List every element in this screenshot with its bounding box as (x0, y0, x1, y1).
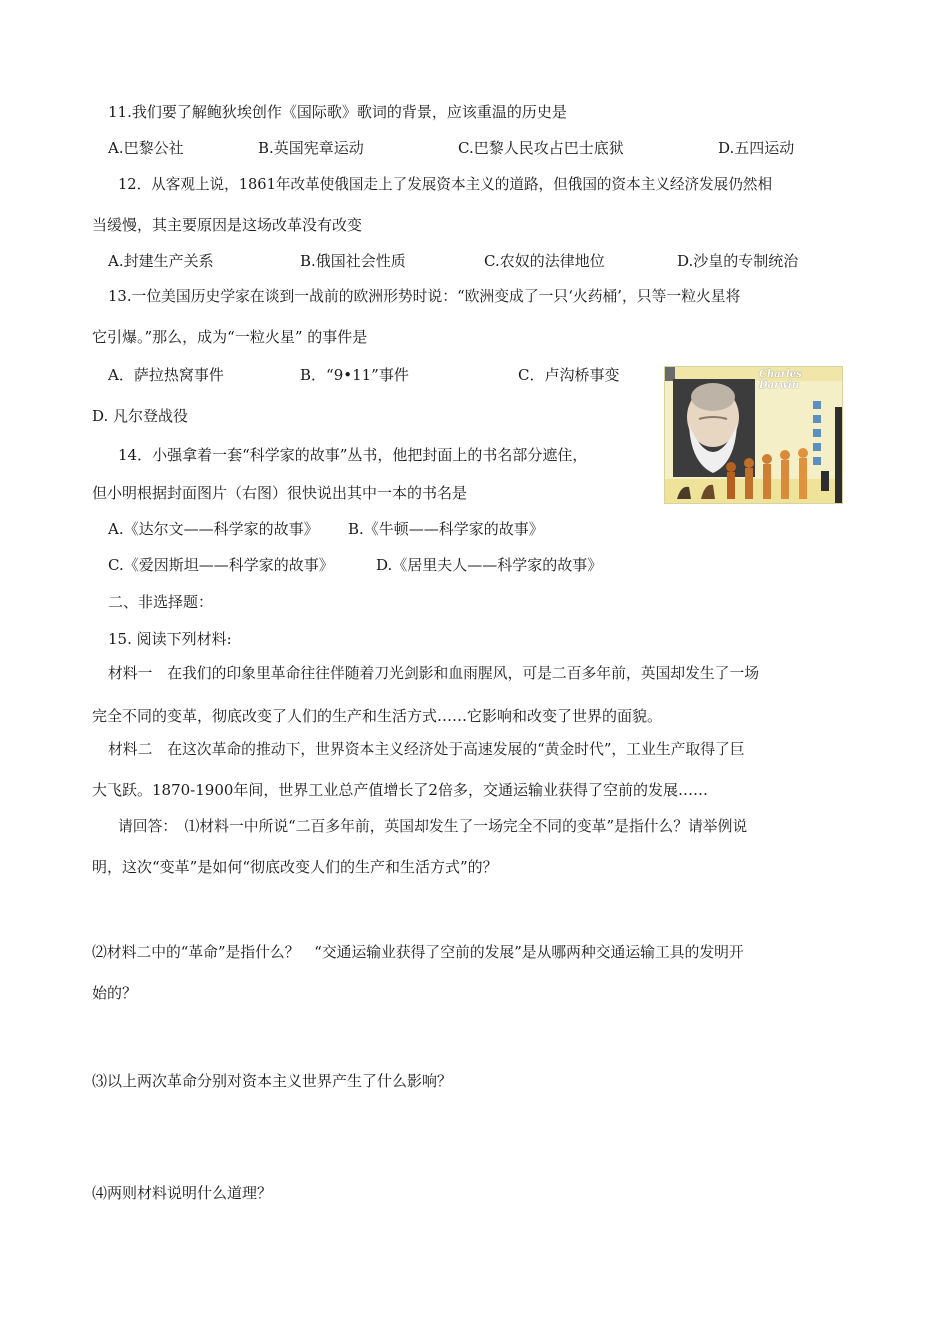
q15-question-4: ⑷两则材料说明什么道理？ (92, 1184, 273, 1202)
q14-stem-line2: 但小明根据封面图片（右图）很快说出其中一本的书名是 (92, 484, 468, 502)
q11-option-a: A.巴黎公社 (108, 139, 184, 157)
q15-material-2-line2: 大飞跃。1870-1900年间，世界工业总产值增长了2倍多，交通运输业获得了空前的发展…… (92, 781, 708, 799)
q12-option-a: A.封建生产关系 (108, 252, 214, 270)
q13-option-b: B．“9•11”事件 (300, 366, 409, 384)
q14-option-b: B.《牛顿——科学家的故事》 (348, 520, 544, 538)
cover-title-text: Charles Darwin (759, 369, 802, 391)
q14-option-a: A.《达尔文——科学家的故事》 (108, 520, 319, 538)
q14-option-d: D.《居里夫人——科学家的故事》 (376, 556, 603, 574)
q11-option-c: C.巴黎人民攻占巴士底狱 (458, 139, 624, 157)
q11-stem: 11.我们要了解鲍狄埃创作《国际歌》歌词的背景，应该重温的历史是 (108, 103, 567, 121)
q11-option-b: B.英国宪章运动 (258, 139, 364, 157)
q12-option-c: C.农奴的法律地位 (484, 252, 605, 270)
q15-question-2-line2: 始的？ (92, 984, 138, 1002)
q15-question-2-line1: ⑵材料二中的“革命”是指什么？ “交通运输业获得了空前的发展”是从哪两种交通运输工具的发明开 (92, 944, 744, 961)
q15-question-3: ⑶以上两次革命分别对资本主义世界产生了什么影响？ (92, 1072, 453, 1090)
q15-intro: 15. 阅读下列材料: (108, 630, 232, 648)
q13-option-d: D. 凡尔登战役 (92, 407, 189, 425)
q15-question-1-line2: 明，这次“变革”是如何“彻底改变人们的生产和生活方式”的？ (92, 858, 498, 876)
q14-stem-line1: 14．小强拿着一套“科学家的故事”丛书，他把封面上的书名部分遮住， (118, 446, 588, 464)
q15-question-1-line1: 请回答： ⑴材料一中所说“二百多年前，英国却发生了一场完全不同的变革”是指什么？请举例说 (118, 818, 748, 835)
q13-stem-line1: 13.一位美国历史学家在谈到一战前的欧洲形势时说：“欧洲变成了一只‘火药桶’，只等一粒火星将 (108, 288, 741, 305)
section-heading: 二、非选择题： (108, 593, 214, 611)
q11-option-d: D.五四运动 (718, 139, 795, 157)
q15-material-2-line1: 材料二 在这次革命的推动下，世界资本主义经济处于高速发展的“黄金时代”，工业生产取得了巨 (108, 741, 745, 758)
q13-option-c: C．卢沟桥事变 (518, 366, 620, 384)
q12-option-b: B.俄国社会性质 (300, 252, 406, 270)
book-cover-image (664, 366, 843, 504)
q14-option-c: C.《爱因斯坦——科学家的故事》 (108, 556, 334, 574)
q15-material-1-line2: 完全不同的变革，彻底改变了人们的生产和生活方式……它影响和改变了世界的面貌。 (92, 707, 663, 725)
q13-option-a: A．萨拉热窝事件 (108, 366, 224, 384)
q15-material-1-line1: 材料一 在我们的印象里革命往往伴随着刀光剑影和血雨腥风，可是二百多年前，英国却发生了一场 (108, 665, 760, 682)
q13-stem-line2: 它引爆。”那么，成为“一粒火星” 的事件是 (92, 328, 368, 346)
q12-option-d: D.沙皇的专制统治 (677, 252, 799, 270)
q12-stem-line2: 当缓慢，其主要原因是这场改革没有改变 (92, 216, 363, 234)
q12-stem-line1: 12．从客观上说，1861年改革使俄国走上了发展资本主义的道路，但俄国的资本主义经济发展仍然相 (118, 176, 773, 193)
